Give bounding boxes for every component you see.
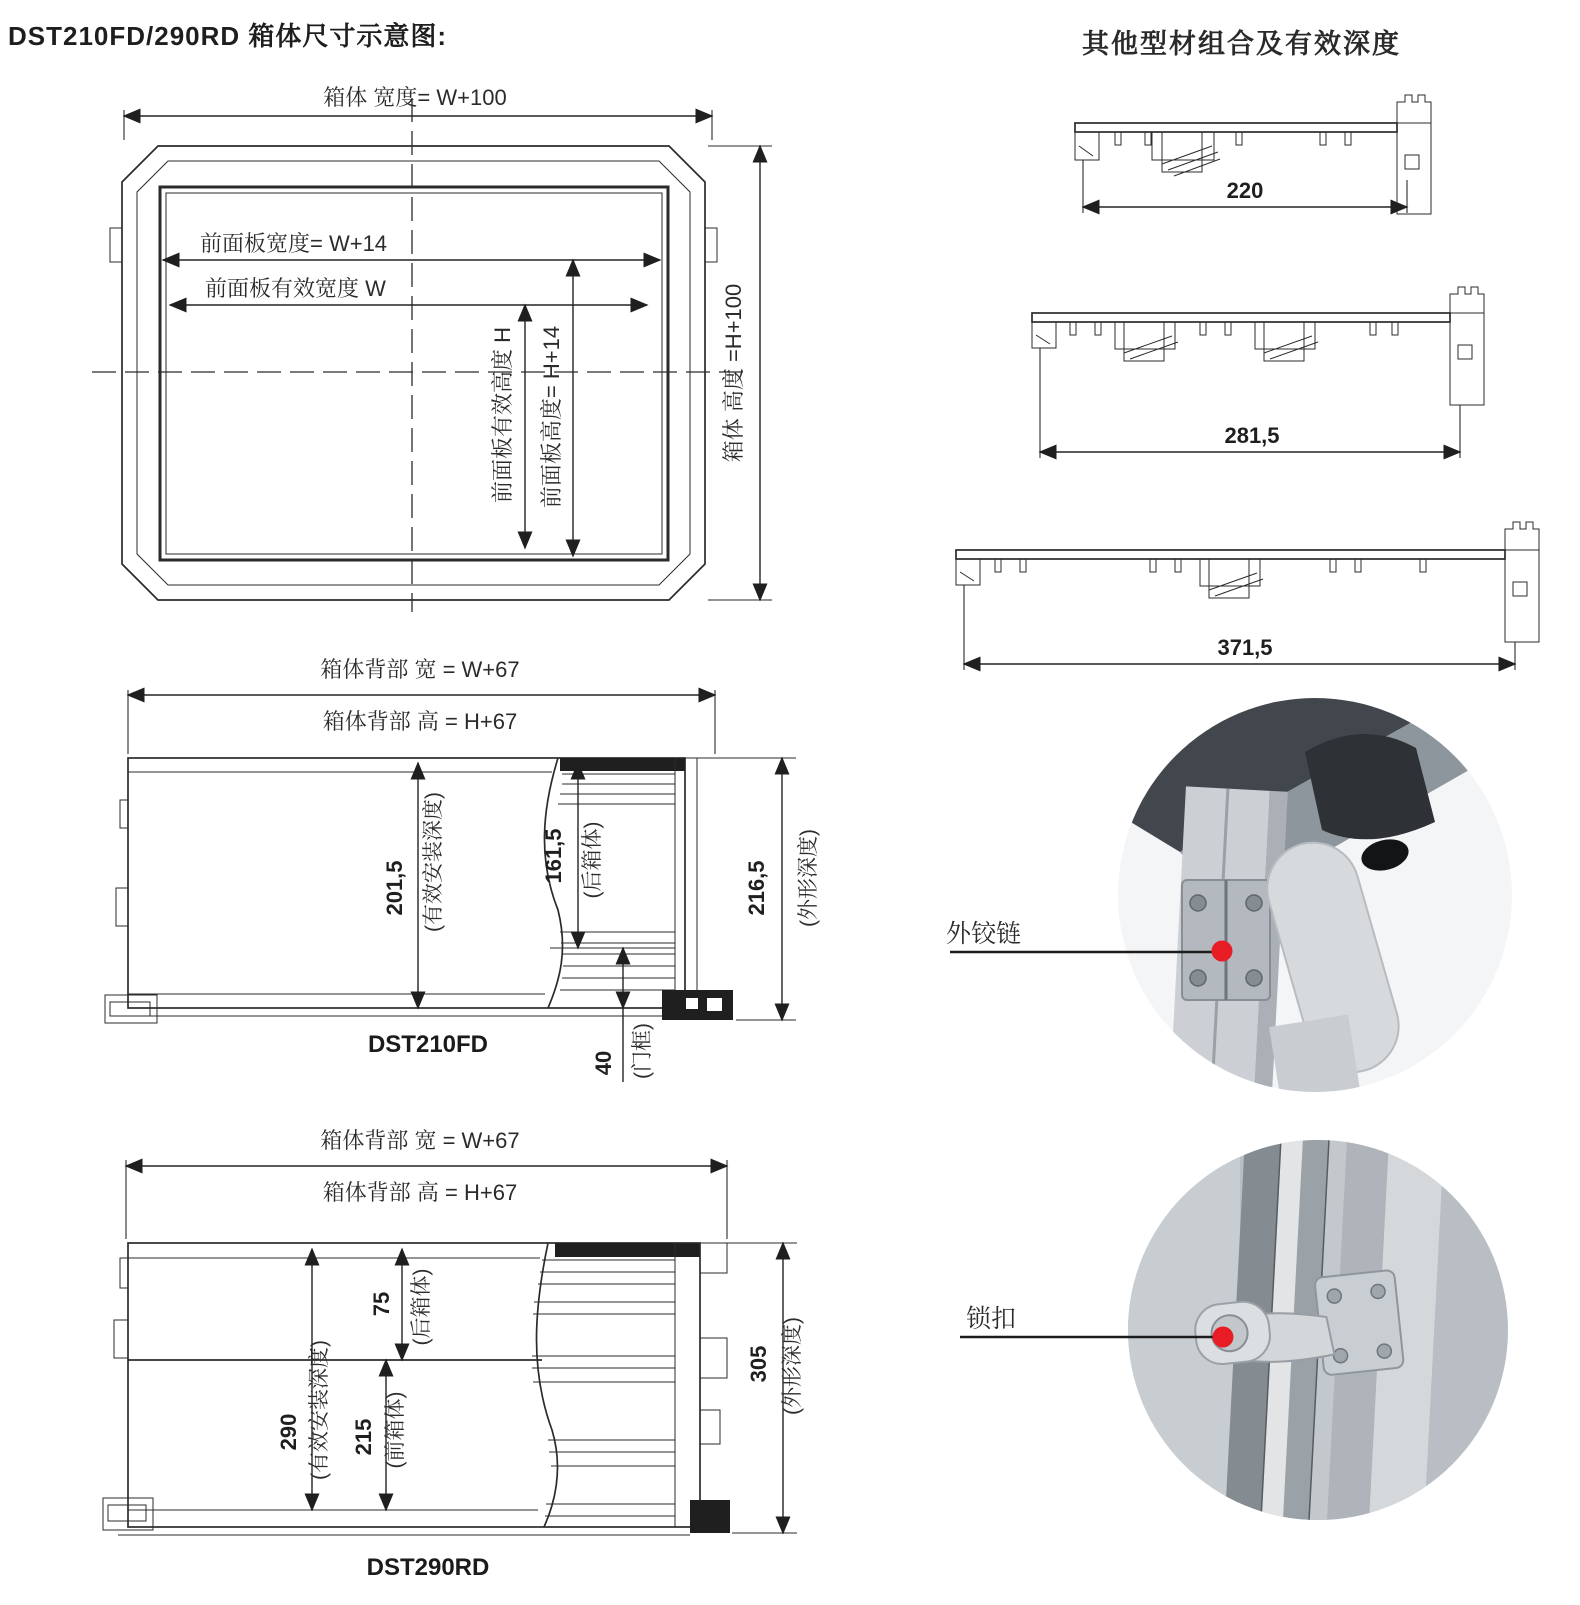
- panel-eff-width-label: 前面板有效宽度 W: [205, 276, 386, 301]
- rear-box-note: (后箱体): [581, 821, 604, 899]
- right-mount-tab: [705, 228, 717, 262]
- break-line: [537, 1243, 558, 1527]
- profiles-section-title: 其他型材组合及有效深度: [1082, 29, 1401, 59]
- front-box-value: 215: [351, 1418, 376, 1456]
- right-lip-top: [700, 1243, 727, 1273]
- width-dimension-label: 箱体 宽度= W+100: [323, 85, 507, 110]
- rear-box-fins: [558, 774, 675, 990]
- rear-box-value: 75: [369, 1291, 394, 1317]
- latch-photo-callout: [930, 1125, 1580, 1545]
- overall-depth-note: (外形深度): [781, 1317, 804, 1415]
- back-width-label: 箱体背部 宽 = W+67: [320, 1128, 520, 1153]
- overall-depth-note: (外形深度): [797, 829, 820, 927]
- left-knob: [116, 888, 128, 926]
- overall-depth-value: 305: [746, 1345, 771, 1383]
- left-tab: [120, 1258, 128, 1288]
- page-title: DST210FD/290RD 箱体尺寸示意图:: [8, 21, 448, 51]
- install-depth-value: 290: [276, 1413, 301, 1451]
- latch-label: 锁扣: [966, 1305, 1017, 1333]
- panel-eff-height-label: 前面板有效高度 H: [490, 326, 515, 504]
- hinge-label: 外铰链: [946, 920, 1022, 948]
- enclosure-outer-frame: [122, 146, 705, 600]
- hinge-photo-callout: [930, 690, 1580, 1100]
- width-extension-lines: [124, 110, 712, 140]
- profile-220-depth-label: 220: [1226, 178, 1264, 203]
- panel-width-label: 前面板宽度= W+14: [200, 231, 388, 256]
- left-knob: [114, 1320, 128, 1358]
- latch-marker-dot: [1213, 1327, 1234, 1348]
- hinge-marker-dot: [1212, 941, 1233, 962]
- dst290rd-side-view: [90, 1110, 850, 1600]
- profile-section-220: [1075, 95, 1431, 214]
- profile-section-281: [1032, 287, 1484, 458]
- left-tab: [120, 800, 128, 828]
- door-frame-lip-notch2: [707, 998, 722, 1011]
- left-mount-tab: [110, 228, 122, 262]
- profile-sections-diagram: [900, 60, 1580, 720]
- profile-371-depth-label: 371,5: [1217, 635, 1273, 660]
- dst210fd-side-view: [90, 650, 850, 1080]
- door-frame-lip-notch: [686, 998, 698, 1009]
- door-frame-section: [675, 1243, 700, 1527]
- latch-photo: [1080, 1091, 1508, 1571]
- height-dimension-label: 箱体 高度 =H+100: [721, 283, 746, 463]
- rear-box-value: 161,5: [541, 828, 566, 884]
- back-height-label: 箱体背部 高 = H+67: [322, 709, 518, 734]
- front-view-diagram: [80, 80, 780, 620]
- back-height-label: 箱体背部 高 = H+67: [322, 1180, 518, 1205]
- install-depth-note: (有效安装深度): [308, 1340, 331, 1480]
- back-width-label: 箱体背部 宽 = W+67: [320, 657, 520, 682]
- bottom-right-lip: [690, 1500, 730, 1533]
- panel-height-label: 前面板高度= H+14: [539, 325, 564, 509]
- rear-box-fins: [532, 1260, 675, 1516]
- rear-box-note: (后箱体): [410, 1268, 433, 1346]
- profile-281-depth-label: 281,5: [1224, 423, 1280, 448]
- right-lip-mid: [700, 1410, 720, 1444]
- install-depth-value: 201,5: [382, 860, 407, 916]
- top-seal-strip: [555, 1243, 700, 1257]
- dst290rd-model-label: DST290RD: [366, 1554, 490, 1581]
- door-frame-note: (门框): [631, 1023, 654, 1079]
- overall-depth-value: 216,5: [744, 860, 769, 916]
- top-seal-strip: [560, 758, 685, 771]
- enclosure-inner-frame: [137, 161, 690, 585]
- door-frame-section: [675, 758, 697, 1008]
- hinge-photo: [1070, 645, 1518, 1146]
- front-box-note: (前箱体): [384, 1391, 407, 1469]
- profile-section-371: [956, 522, 1539, 670]
- door-frame-value: 40: [591, 1050, 616, 1076]
- right-knob: [700, 1338, 727, 1378]
- bottom-foot: [105, 995, 157, 1023]
- dst210fd-model-label: DST210FD: [367, 1031, 489, 1058]
- install-depth-note: (有效安装深度): [422, 792, 445, 932]
